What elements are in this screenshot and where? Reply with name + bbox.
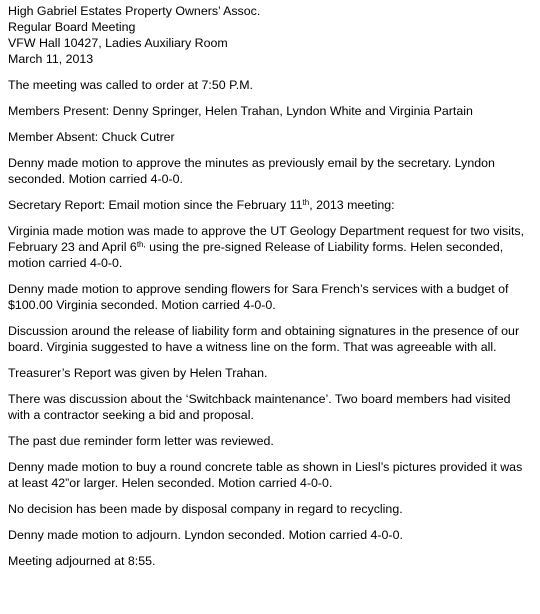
geology-motion-text: Virginia made motion was made to approve the UT Geology Department request for two visits, February 23 and April 6 — [8, 224, 525, 254]
meeting-date: March 11, 2013 — [8, 52, 94, 66]
treasurer-report-paragraph: Treasurer’s Report was given by Helen Trahan. — [8, 366, 268, 380]
document-header — [8, 3, 536, 67]
call-to-order-paragraph: The meeting was called to order at 7:50 P.M. — [8, 78, 253, 92]
meeting-adjourned-paragraph: Meeting adjourned at 8:55. — [8, 554, 156, 568]
secretary-report-text-end: , 2013 meeting: — [309, 198, 395, 212]
geology-motion-ordinal: th, — [136, 240, 146, 249]
minutes-motion-paragraph: Denny made motion to approve the minutes as previously email by the secretary. Lyndon seconded. Motion carried 4-0-0. — [8, 156, 495, 186]
members-present-paragraph: Members Present: Denny Springer, Helen Trahan, Lyndon White and Virginia Partain — [8, 104, 473, 118]
meeting-minutes-document — [8, 3, 536, 569]
association-name: High Gabriel Estates Property Owners’ Assoc. — [8, 4, 261, 18]
geology-motion-paragraph — [8, 223, 536, 271]
liability-discussion-paragraph: Discussion around the release of liability form and obtaining signatures in the presence of our board. Virginia suggested to have a witness line on the form. That was agreeable with all. — [8, 324, 520, 354]
flowers-motion-paragraph: Denny made motion to approve sending flowers for Sara French’s services with a budget of $100.00 Virginia seconded. Motion carried 4-0-0. — [8, 282, 509, 312]
table-motion-paragraph: Denny made motion to buy a round concrete table as shown in Liesl’s pictures provided it was at least 42”or larger. Helen seconded. Motion carried 4-0-0. — [8, 460, 523, 490]
reminder-letter-paragraph: The past due reminder form letter was reviewed. — [8, 434, 274, 448]
member-absent-paragraph: Member Absent: Chuck Cutrer — [8, 130, 175, 144]
geology-motion-text-end: using the pre-signed Release of Liability forms. Helen seconded, motion carried 4-0-0. — [8, 240, 504, 270]
secretary-report-text: Secretary Report: Email motion since the February 11 — [8, 198, 303, 212]
meeting-location: VFW Hall 10427, Ladies Auxiliary Room — [8, 36, 228, 50]
secretary-report-paragraph — [8, 197, 536, 213]
adjourn-motion-paragraph: Denny made motion to adjourn. Lyndon seconded. Motion carried 4-0-0. — [8, 528, 403, 542]
secretary-report-ordinal: th — [302, 198, 310, 207]
recycling-paragraph: No decision has been made by disposal company in regard to recycling. — [8, 502, 403, 516]
switchback-discussion-paragraph: There was discussion about the ‘Switchback maintenance’. Two board members had visited with a contractor seeking a bid and proposal. — [8, 392, 511, 422]
meeting-type: Regular Board Meeting — [8, 20, 136, 34]
